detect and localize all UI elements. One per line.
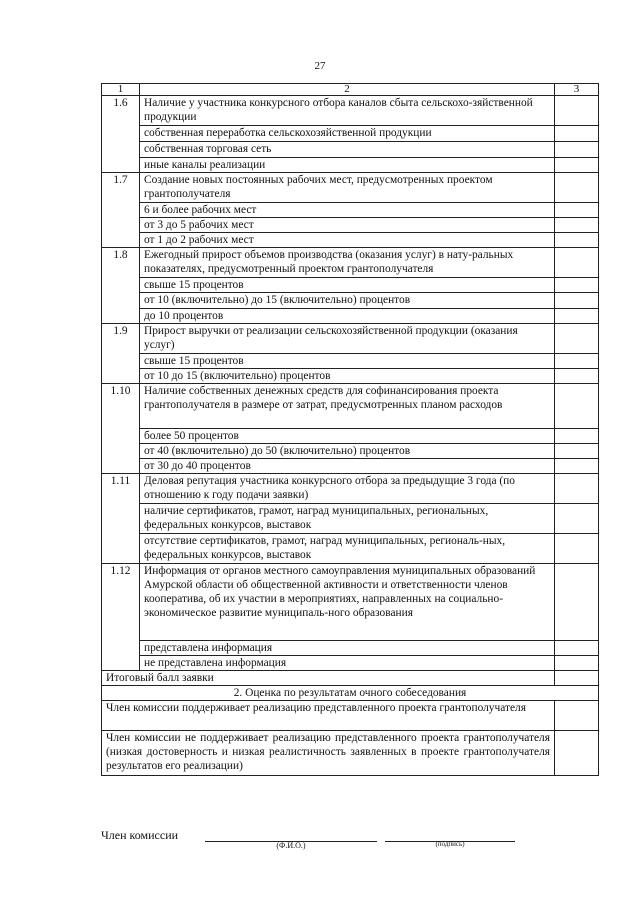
score-cell xyxy=(555,233,599,248)
score-cell xyxy=(555,309,599,324)
option-row xyxy=(102,158,599,173)
criterion-title: Наличие у участника конкурсного отбора каналов сбыта сельскохо-зяйственной продукции xyxy=(140,96,555,126)
criterion-number: 1.10 xyxy=(102,384,140,474)
option-text: свыше 15 процентов xyxy=(140,278,555,293)
option-row xyxy=(102,309,599,324)
criterion-title: Информация от органов местного самоуправления муниципальных образований Амурской области об общественной активности и ответственности членов кооператива, об их участии в мероприятиях, направленных на социально-экономическое развитие муниципаль-ного образования xyxy=(140,564,555,641)
criterion-row xyxy=(102,96,599,126)
option-row xyxy=(102,504,599,534)
criterion-title: Прирост выручки от реализации сельскохозяйственной продукции (оказания услуг) xyxy=(140,324,555,354)
score-cell xyxy=(555,126,599,142)
score-cell xyxy=(555,564,599,641)
option-row xyxy=(102,369,599,384)
score-cell xyxy=(555,278,599,293)
option-row xyxy=(102,278,599,293)
criterion-row xyxy=(102,564,599,641)
total-label: Итоговый балл заявки xyxy=(102,671,555,686)
option-text: иные каналы реализации xyxy=(140,158,555,173)
score-cell xyxy=(555,459,599,474)
total-row xyxy=(102,671,599,686)
option-row xyxy=(102,459,599,474)
score-cell xyxy=(555,173,599,203)
criterion-row xyxy=(102,248,599,278)
score-cell xyxy=(555,384,599,429)
criterion-row xyxy=(102,324,599,354)
nosupport-text: Член комиссии не поддерживает реализацию представленного проекта грантополучателя (низкая достоверность и низкая реалистичность заявленных в проекте грантополучателя результатов его реализации) xyxy=(102,731,555,776)
criterion-number: 1.6 xyxy=(102,96,140,173)
support-row xyxy=(102,701,599,731)
criterion-number: 1.12 xyxy=(102,564,140,671)
option-text: не представлена информация xyxy=(140,656,555,671)
criterion-title: Создание новых постоянных рабочих мест, предусмотренных проектом грантополучателя xyxy=(140,173,555,203)
score-cell xyxy=(555,354,599,369)
option-text: от 30 до 40 процентов xyxy=(140,459,555,474)
criterion-title: Наличие собственных денежных средств для софинансирования проекта грантополучателя в размере от затрат, предусмотренных планом расходов xyxy=(140,384,555,429)
score-cell xyxy=(555,641,599,656)
support-text: Член комиссии поддерживает реализацию представленного проекта грантополучателя xyxy=(102,701,555,731)
evaluation-table xyxy=(101,83,599,776)
section-2-row xyxy=(102,686,599,701)
option-text: представлена информация xyxy=(140,641,555,656)
option-row xyxy=(102,233,599,248)
option-text: более 50 процентов xyxy=(140,429,555,444)
option-row xyxy=(102,656,599,671)
score-cell xyxy=(555,656,599,671)
criterion-row xyxy=(102,474,599,504)
criterion-row xyxy=(102,384,599,429)
option-text: собственная переработка сельскохозяйственной продукции xyxy=(140,126,555,142)
criterion-row xyxy=(102,173,599,203)
option-text: от 40 (включительно) до 50 (включительно) процентов xyxy=(140,444,555,459)
option-row xyxy=(102,641,599,656)
criterion-number: 1.9 xyxy=(102,324,140,384)
score-cell xyxy=(555,158,599,173)
score-cell xyxy=(555,534,599,564)
nosupport-row xyxy=(102,731,599,776)
table-header-row xyxy=(102,84,599,96)
section-2-title: 2. Оценка по результатам очного собеседования xyxy=(102,686,599,701)
option-text: от 10 до 15 (включительно) процентов xyxy=(140,369,555,384)
score-cell xyxy=(555,504,599,534)
fio-caption: (Ф.И.О.) xyxy=(276,841,306,850)
score-cell xyxy=(555,203,599,218)
header-col-2: 2 xyxy=(140,84,555,96)
score-cell xyxy=(555,474,599,504)
criterion-number: 1.11 xyxy=(102,474,140,564)
option-row xyxy=(102,126,599,142)
page-number: 27 xyxy=(314,60,326,72)
option-text: наличие сертификатов, грамот, наград муниципальных, региональных, федеральных конкурсов, выставок xyxy=(140,504,555,534)
option-text: собственная торговая сеть xyxy=(140,142,555,158)
option-text: 6 и более рабочих мест xyxy=(140,203,555,218)
signature-label: Член комиссии xyxy=(101,828,179,842)
support-mark-cell xyxy=(555,701,599,731)
option-text: от 10 (включительно) до 15 (включительно) процентов xyxy=(140,293,555,309)
criterion-number: 1.8 xyxy=(102,248,140,324)
option-row xyxy=(102,203,599,218)
score-cell xyxy=(555,142,599,158)
score-cell xyxy=(555,218,599,233)
option-row xyxy=(102,429,599,444)
option-row xyxy=(102,293,599,309)
score-cell xyxy=(555,369,599,384)
header-col-3: 3 xyxy=(555,84,599,96)
score-cell xyxy=(555,248,599,278)
header-col-1: 1 xyxy=(102,84,140,96)
sign-caption: (подпись) xyxy=(435,840,465,848)
option-row xyxy=(102,534,599,564)
score-cell xyxy=(555,429,599,444)
option-row xyxy=(102,218,599,233)
score-cell xyxy=(555,324,599,354)
score-cell xyxy=(555,444,599,459)
option-text: отсутствие сертификатов, грамот, наград муниципальных, региональ-ных, федеральных конкурсов, выставок xyxy=(140,534,555,564)
criterion-title: Деловая репутация участника конкурсного отбора за предыдущие 3 года (по отношению к году подачи заявки) xyxy=(140,474,555,504)
option-text: до 10 процентов xyxy=(140,309,555,324)
option-row xyxy=(102,354,599,369)
nosupport-mark-cell xyxy=(555,731,599,776)
option-text: свыше 15 процентов xyxy=(140,354,555,369)
total-score-cell xyxy=(555,671,599,686)
option-row xyxy=(102,142,599,158)
criterion-number: 1.7 xyxy=(102,173,140,248)
score-cell xyxy=(555,96,599,126)
score-cell xyxy=(555,293,599,309)
option-row xyxy=(102,444,599,459)
option-text: от 3 до 5 рабочих мест xyxy=(140,218,555,233)
criterion-title: Ежегодный прирост объемов производства (оказания услуг) в нату-ральных показателях, предусмотренный проектом грантополучателя xyxy=(140,248,555,278)
option-text: от 1 до 2 рабочих мест xyxy=(140,233,555,248)
